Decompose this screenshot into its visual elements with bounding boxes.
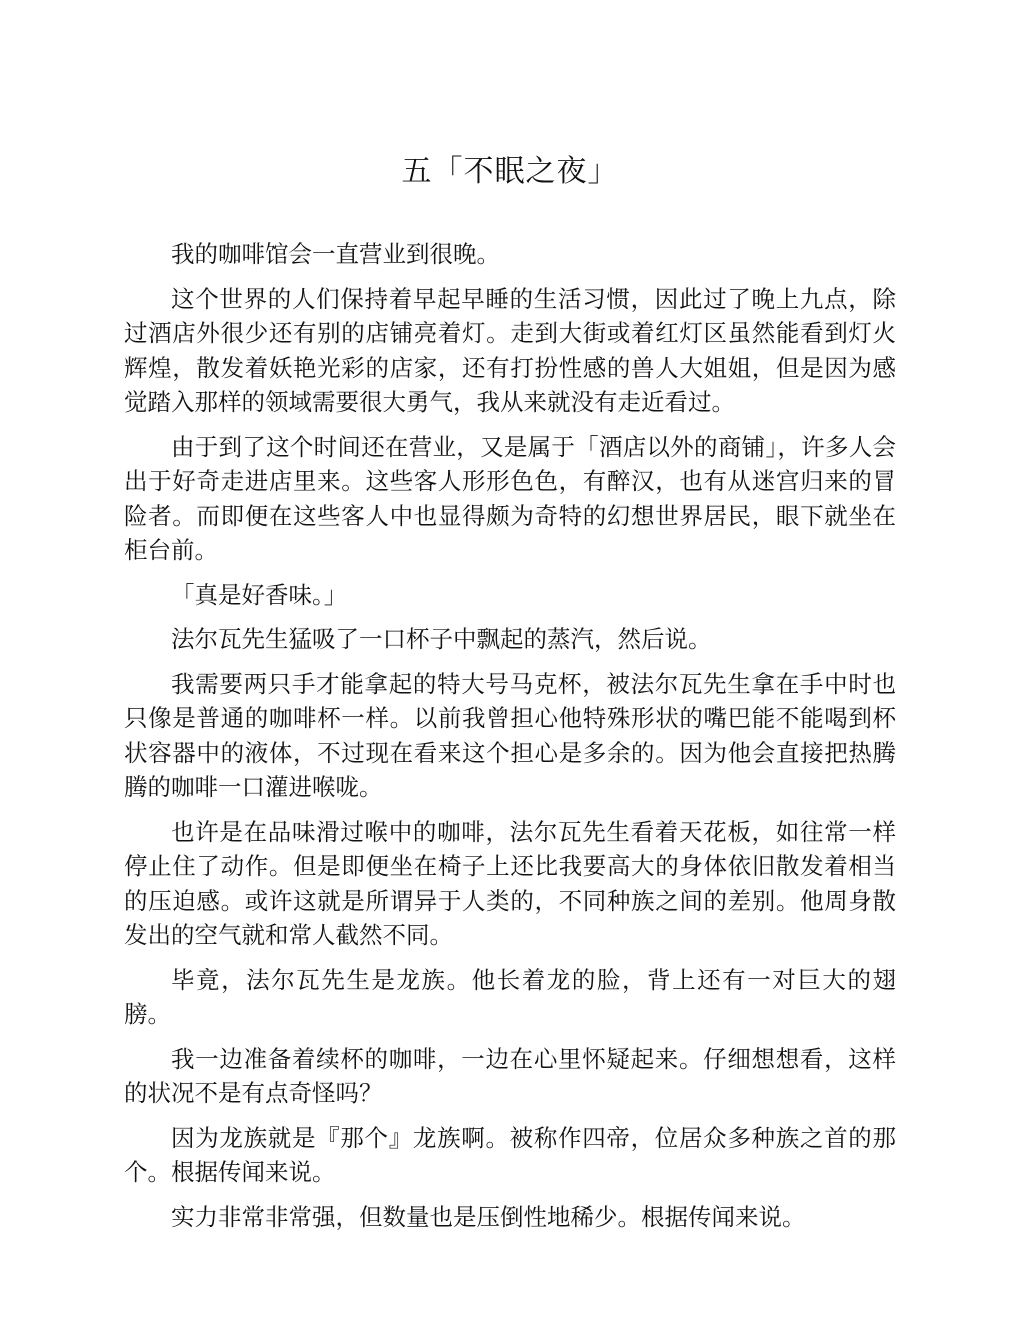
paragraph: 我一边准备着续杯的咖啡，一边在心里怀疑起来。仔细想想看，这样的状况不是有点奇怪吗？ bbox=[124, 1044, 896, 1107]
paragraph: 法尔瓦先生猛吸了一口杯子中飘起的蒸汽，然后说。 bbox=[171, 625, 712, 653]
paragraph: 毕竟，法尔瓦先生是龙族。他长着龙的脸，背上还有一对巨大的翅膀。 bbox=[124, 965, 896, 1028]
paragraph: 「真是好香味。」 bbox=[171, 580, 348, 609]
paragraph: 我需要两只手才能拿起的特大号马克杯，被法尔瓦先生拿在手中时也只像是普通的咖啡杯一样。以前我曾担心他特殊形状的嘴巴能不能喝到杯状容器中的液体，不过现在看来这个担心是多余的。因为他会直接把热腾腾的咖啡一口灌进喉咙。 bbox=[124, 669, 896, 801]
paragraph: 由于到了这个时间还在营业，又是属于「酒店以外的商铺」，许多人会出于好奇走进店里来。这些客人形形色色，有醉汉，也有从迷宫归来的冒险者。而即便在这些客人中也显得颇为奇特的幻想世界居民，眼下就坐在柜台前。 bbox=[124, 432, 896, 564]
chapter-title: 五「不眠之夜」 bbox=[401, 154, 619, 189]
paragraph: 实力非常非常强，但数量也是压倒性地稀少。根据传闻来说。 bbox=[171, 1202, 806, 1231]
paragraph: 这个世界的人们保持着早起早睡的生活习惯，因此过了晚上九点，除过酒店外很少还有别的店铺亮着灯。走到大街或着红灯区虽然能看到灯火辉煌，散发着妖艳光彩的店家，还有打扮性感的兽人大姐姐，但是因为感觉踏入那样的领域需要很大勇气，我从来就没有走近看过。 bbox=[124, 284, 896, 416]
paragraph: 因为龙族就是『那个』龙族啊。被称作四帝，位居众多种族之首的那个。根据传闻来说。 bbox=[124, 1123, 896, 1186]
paragraph: 也许是在品味滑过喉中的咖啡，法尔瓦先生看着天花板，如往常一样停止住了动作。但是即便坐在椅子上还比我要高大的身体依旧散发着相当的压迫感。或许这就是所谓异于人类的，不同种族之间的差别。他周身散发出的空气就和常人截然不同。 bbox=[124, 817, 896, 949]
paragraph: 我的咖啡馆会一直营业到很晚。 bbox=[171, 240, 500, 268]
chapter-body bbox=[124, 237, 896, 1244]
